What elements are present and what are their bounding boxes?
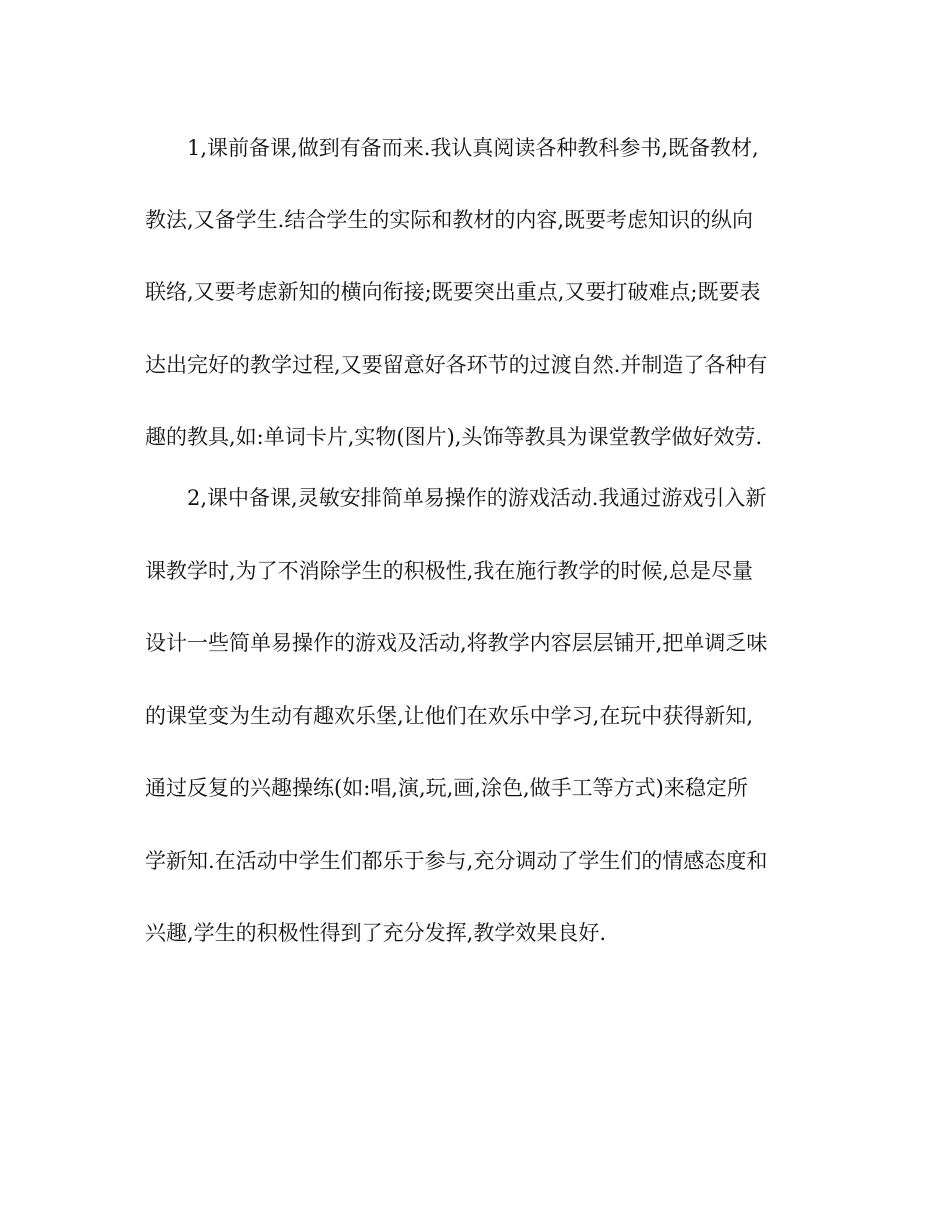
paragraph-1-line-5: 趣的教具,如:单词卡片,实物(图片),头饰等教具为课堂教学做好效劳.: [145, 425, 763, 449]
paragraph-2-line-3: 设计一些简单易操作的游戏及活动,将教学内容层层铺开,把单调乏味: [145, 631, 768, 655]
paragraph-2-line-6: 学新知.在活动中学生们都乐于参与,充分调动了学生们的情感态度和: [145, 849, 768, 873]
paragraph-2-line-4: 的课堂变为生动有趣欢乐堡,让他们在欢乐中学习,在玩中获得新知,: [145, 704, 754, 728]
paragraph-1-line-2: 教法,又备学生.结合学生的实际和教材的内容,既要考虑知识的纵向: [145, 208, 754, 232]
paragraph-2-line-1: 2,课中备课,灵敏安排简单易操作的游戏活动.我通过游戏引入新: [187, 486, 767, 510]
paragraph-2-line-2: 课教学时,为了不消除学生的积极性,我在施行教学的时候,总是尽量: [145, 559, 754, 583]
paragraph-1-line-1: 1,课前备课,做到有备而来.我认真阅读各种教科参书,既备教材,: [187, 136, 759, 160]
paragraph-2-line-7: 兴趣,学生的积极性得到了充分发挥,教学效果良好.: [145, 921, 607, 945]
paragraph-1-line-4: 达出完好的教学过程,又要留意好各环节的过渡自然.并制造了各种有: [145, 353, 768, 377]
paragraph-2-line-5: 通过反复的兴趣操练(如:唱,演,玩,画,涂色,做手工等方式)来稳定所: [145, 776, 748, 800]
paragraph-1-line-3: 联络,又要考虑新知的横向衔接;既要突出重点,又要打破难点;既要表: [145, 280, 761, 304]
